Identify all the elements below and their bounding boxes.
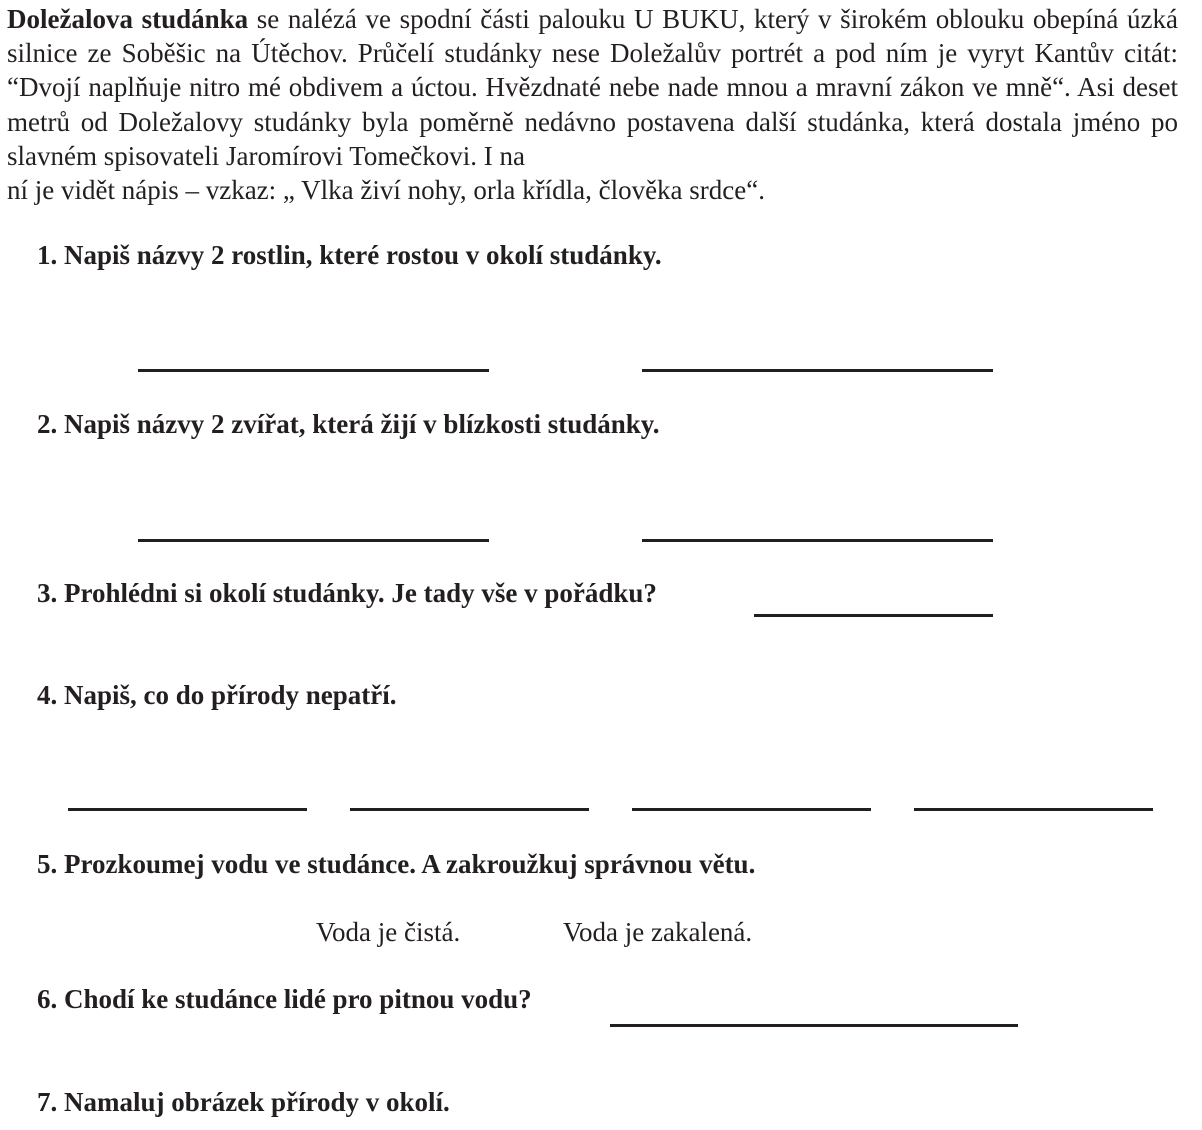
- answer-line-q4-c[interactable]: [632, 808, 871, 811]
- answer-line-q4-a[interactable]: [68, 808, 307, 811]
- question-3: 3. Prohlédni si okolí studánky. Je tady vše v pořádku?: [37, 578, 657, 608]
- answer-line-q2-b[interactable]: [642, 539, 993, 542]
- q5-option-clean[interactable]: Voda je čistá.: [316, 917, 461, 947]
- answer-line-q4-d[interactable]: [914, 808, 1153, 811]
- question-2: 2. Napiš názvy 2 zvířat, která žijí v blízkosti studánky.: [37, 409, 660, 439]
- answer-line-q1-a[interactable]: [138, 369, 489, 372]
- question-6: 6. Chodí ke studánce lidé pro pitnou vodu?: [37, 984, 532, 1014]
- q5-option-murky[interactable]: Voda je zakalená.: [563, 917, 753, 947]
- intro-last-line: ní je vidět nápis – vzkaz: „ Vlka živí nohy, orla křídla, člověka srdce“.: [7, 175, 765, 206]
- intro-lead: Doležalova studánka: [7, 4, 249, 34]
- intro-body: se nalézá ve spodní části palouku U BUKU, který v širokém oblouku obepíná úzká silnice ze Soběšic na Útěchov. Průčelí studánky nese Doležalův portrét a pod ním je vyryt Kantův citát: “Dvojí naplňuje nitro mé obdivem a úctou. Hvězdnaté nebe nade mnou a mravní zákon ve mně“. Asi deset metrů od Doležalovy studánky byla poměrně nedávno postavena další studánka, která dostala jméno po slavném spisovateli Jaromírovi Tomečkovi. I na: [7, 4, 1178, 171]
- question-4: 4. Napiš, co do přírody nepatří.: [37, 680, 397, 710]
- question-7: 7. Namaluj obrázek přírody v okolí.: [37, 1087, 450, 1117]
- answer-line-q1-b[interactable]: [642, 369, 993, 372]
- question-1: 1. Napiš názvy 2 rostlin, které rostou v okolí studánky.: [37, 240, 662, 270]
- intro-paragraph: [7, 2, 1178, 207]
- question-5: 5. Prozkoumej vodu ve studánce. A zakroužkuj správnou větu.: [37, 849, 756, 879]
- answer-line-q4-b[interactable]: [350, 808, 589, 811]
- answer-line-q6[interactable]: [610, 1024, 1018, 1027]
- answer-line-q2-a[interactable]: [138, 539, 489, 542]
- answer-line-q3[interactable]: [754, 614, 993, 617]
